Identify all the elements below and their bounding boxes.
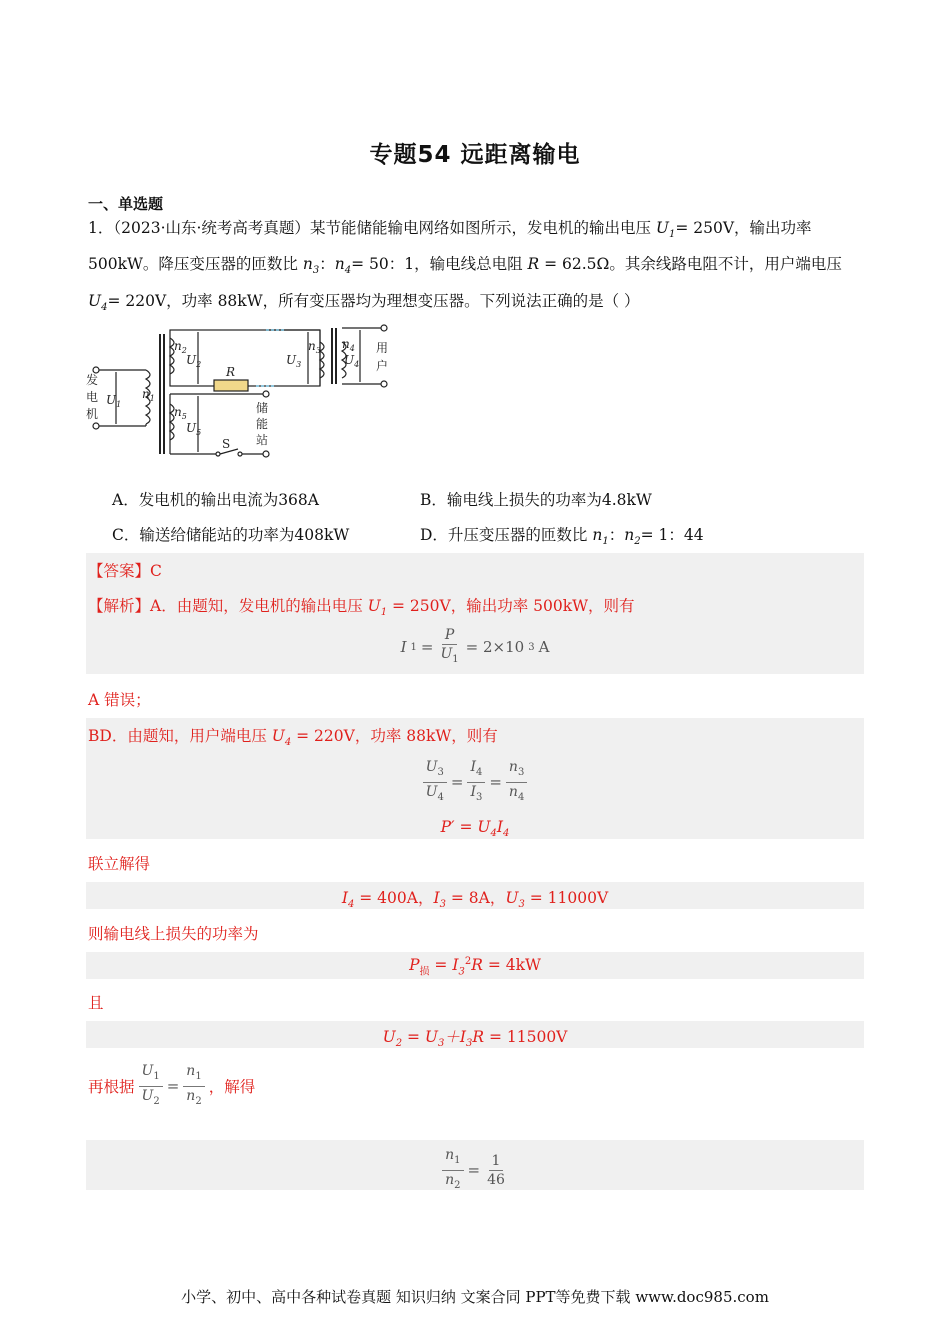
- option-c: C．输送给储能站的功率为408kW: [112, 526, 350, 544]
- label-u5: $U_5$: [186, 421, 202, 437]
- equation-i1: I 1 = $\frac{P}{U_1}$ = 2×10 3 A: [400, 627, 550, 665]
- joint-solve-text: 联立解得: [88, 855, 151, 873]
- circuit-diagram: [86, 320, 396, 460]
- option-d: D．升压变压器的匝数比 $n_1$：$n_2= 1$：44: [420, 526, 704, 548]
- question-line-1: 1．（2023·山东·统考高考真题）某节能储能输电网络如图所示，发电机的输出电压 $U_1= 250V$，输出功率: [88, 219, 812, 241]
- label-u3: $U_3$: [286, 353, 302, 369]
- and-text: 且: [88, 994, 104, 1012]
- again-line: 再根据 $\frac{U_1}{U_2}$ = $\frac{n_1}{n_2}$ ，解得: [88, 1063, 256, 1107]
- label-user-1: 用: [376, 341, 389, 355]
- label-gen-3: 机: [86, 407, 99, 421]
- answer-line: 【答案】C: [88, 562, 162, 580]
- option-a: A．发电机的输出电流为368A: [112, 491, 319, 509]
- analysis-a-wrong: A 错误；: [88, 691, 151, 709]
- question-line-3: $U_4= 220V$，功率 88kW，所有变压器均为理想变压器。下列说法正确的是（ ）: [88, 292, 640, 314]
- label-u2: $U_2$: [186, 353, 202, 369]
- page-footer: 小学、初中、高中各种试卷真题 知识归纳 文案合同 PPT等免费下载 www.doc985.com: [181, 1288, 769, 1306]
- page-title: 专题54 远距离输电: [369, 142, 581, 168]
- resistor-r: [214, 380, 248, 391]
- label-r: R: [226, 365, 236, 379]
- equation-ratio: $\frac{U_3}{U_4}$ = $\frac{I_4}{I_3}$ = $\frac{n_3}{n_4}$: [86, 757, 864, 807]
- label-s: S: [222, 437, 231, 451]
- question-line-2: 500kW。降压变压器的匝数比 $n_3$：$n_4= 50$：1，输电线总电阻 R = 62.5Ω。其余线路电阻不计，用户端电压: [88, 255, 842, 277]
- equation-loss: $P_损 = I_3^2R = 4kW$: [409, 956, 541, 978]
- label-storage-1: 储: [256, 401, 269, 415]
- label-storage-3: 站: [256, 433, 269, 447]
- equation-p-prime: $P' = U_4I_4$: [440, 818, 510, 840]
- label-n5: $n_5$: [174, 405, 187, 421]
- label-user-2: 户: [376, 359, 389, 373]
- label-n2: $n_2$: [174, 339, 187, 355]
- equation-u2: $U_2 = U_3+I_3R = 11500V$: [382, 1028, 568, 1050]
- option-b: B．输电线上损失的功率为4.8kW: [420, 491, 652, 509]
- equation-currents: $I_4 = 400A$，$I_3 = 8A$，$U_3 = 11000V$: [341, 889, 609, 911]
- label-n1: $n_1$: [142, 387, 155, 403]
- loss-text: 则输电线上损失的功率为: [88, 925, 259, 943]
- analysis-bd-line: BD．由题知，用户端电压 $U_4 = 220V$，功率 88kW，则有: [88, 727, 498, 749]
- label-storage-2: 能: [256, 417, 269, 431]
- label-gen-2: 电: [86, 390, 99, 404]
- label-n3: $n_3$: [308, 339, 321, 355]
- label-gen-1: 发: [86, 373, 99, 387]
- section-heading: 一、单选题: [88, 195, 164, 213]
- equation-final: $\frac{n_1}{n_2}$ = $\frac{1}{46}$: [86, 1145, 864, 1195]
- label-n4: $n_4$: [342, 337, 355, 353]
- label-u4: $U_4$: [344, 353, 360, 369]
- analysis-a-line: 【解析】A．由题知，发电机的输出电压 $U_1 = 250V$，输出功率 500kW，则有: [88, 597, 635, 619]
- terminal-dot: [93, 423, 99, 429]
- label-u1: $U_1$: [106, 393, 122, 409]
